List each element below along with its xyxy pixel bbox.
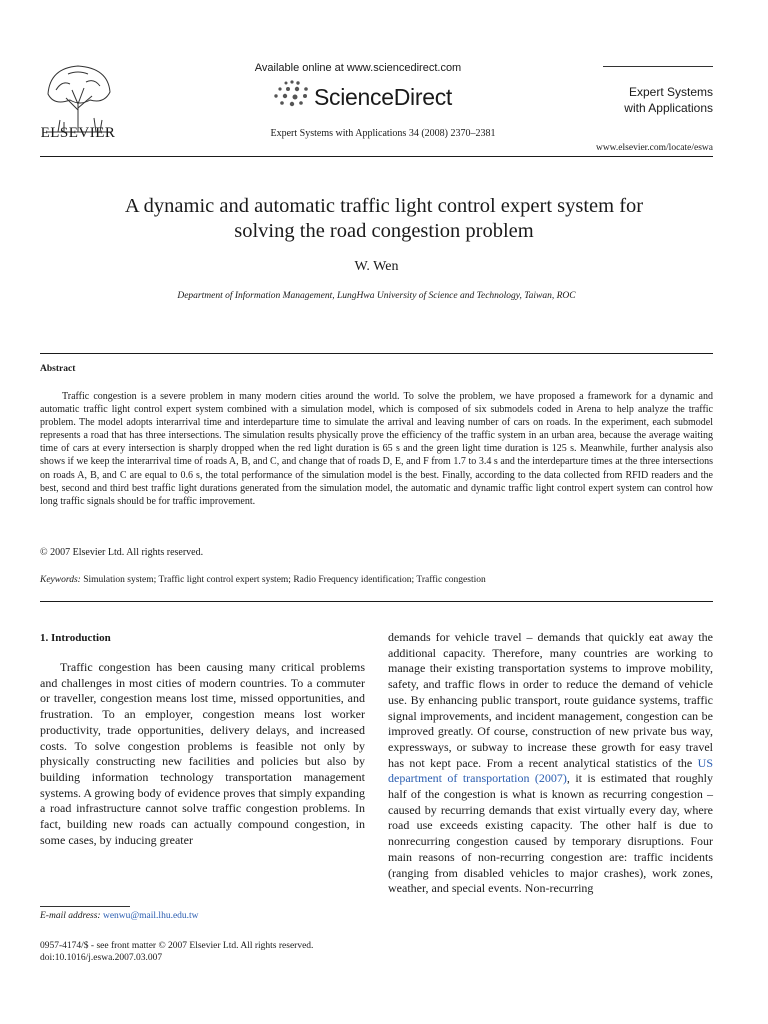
intro-right-text-before: demands for vehicle travel – demands that quickly eat away the additional capacity. Therefore, many countries are working to manage their existing transportation systems to improve mobility, safety, and traffic flows in order to reduce the demand of vehicle use. By enhancing public transport, route guidance systems, traffic signal improvements, and incident management, congestion can be improved greatly. Of course, construction of new private bus way, expressways, or subway to increase these growth for easy travel has not kept pace. From a recent analytical statistics of the — [388, 630, 713, 770]
intro-right-column — [388, 630, 713, 897]
email-label: E-mail address: — [40, 911, 101, 921]
keywords-label: Keywords: — [40, 575, 81, 585]
abstract-bottom-rule — [40, 601, 713, 602]
citation-link[interactable]: US department of transportation (2007) — [388, 755, 713, 786]
intro-left-column: Traffic congestion has been causing many critical problems and challenges in most cities of modern countries. To a commuter or traveller, congestion means lost time, missed opportunities, and frustration. To an employer, congestion means lost worker productivity, trade opportunities, delivery delays, and increased costs. To solve congestion problems is feasible not only by physically constructing new facilities and policies but also by building information technology transportation management systems. A growing body of evidence proves that simply expanding a road infrastructure cannot solve traffic congestion problems. In fact, building new roads can actually compound congestion, in some cases, by inducing greater — [40, 660, 365, 847]
keywords — [40, 575, 486, 585]
journal-name-line2: with Applications — [624, 101, 713, 115]
intro-right-text-after: , it is estimated that roughly half of the congestion is what is known as recurring congestion – caused by recurring demands that exist virtually every day, where road use exceeds existing capacity. The other half is due to nonrecurring congestion caused by temporary disruptions. Four main reasons of non-recurring congestion are: traffic incidents (ranging from disabled vehicles to major crashes), work zones, weather, and special events. Non-recurring — [388, 771, 713, 896]
title-line1: A dynamic and automatic traffic light control expert system for — [124, 195, 644, 217]
article-title — [60, 194, 708, 244]
header-rule — [40, 156, 713, 157]
journal-name-line1: Expert Systems — [628, 85, 713, 99]
journal-url-link[interactable]: www.elsevier.com/locate/eswa — [595, 143, 713, 153]
abstract-top-rule — [40, 353, 713, 354]
author-name: W. Wen — [354, 259, 399, 274]
email-link[interactable]: wenwu@mail.lhu.edu.tw — [102, 911, 199, 921]
author-affiliation: Department of Information Management, LungHwa University of Science and Technology, Taiwan, ROC — [177, 291, 576, 301]
abstract-text: Traffic congestion is a severe problem in many modern cities around the world. To solve the problem, we have proposed a framework for a dynamic and automatic traffic light control expert system combined with a simulation model, which is composed of six submodels coded in Arena to help analyze the traffic problem. The model adopts interarrival time and interdeparture time to simulate the arrival and leaving number of cars on roads. In the experiment, each submodel represents a road that has three intersections. The simulation results physically prove the efficiency of the traffic system in an urban area, because the average waiting time of cars at every intersection is sharply dropped when the red light duration is 65 s and the green light time duration is 125 s. Meanwhile, further analysis also shows if we keep the interarrival time of roads A, B, and C, and change that of roads D, E, and F from 1.7 to 3.4 s and the interdeparture times at the three intersections on roads A, B, and C are equal to 0.6 s, the total performance of the simulation model is the best. Finally, according to the data collected from RFID readers and the best, second and third best traffic light durations generated from the simulation model, the automatic and dynamic traffic light control expert system can control how long traffic signals should be for traffic improvement. — [40, 391, 713, 507]
sciencedirect-dots-icon — [270, 80, 312, 108]
footnote-rule — [40, 906, 130, 907]
front-matter-text: 0957-4174/$ - see front matter © 2007 Elsevier Ltd. All rights reserved. — [40, 941, 314, 951]
journal-name — [603, 84, 713, 116]
section-heading-introduction: 1. Introduction — [40, 632, 111, 644]
publisher-wordmark: ELSEVIER — [40, 125, 116, 141]
front-matter — [40, 940, 313, 964]
sciencedirect-logo-text: ScienceDirect — [314, 84, 452, 110]
journal-box-rule — [603, 66, 713, 67]
journal-citation: Expert Systems with Applications 34 (2008) 2370–2381 — [270, 128, 496, 139]
abstract-heading: Abstract — [40, 364, 76, 374]
keywords-text: Simulation system; Traffic light control expert system; Radio Frequency identification; Traffic congestion — [83, 575, 486, 585]
doi-text: doi:10.1016/j.eswa.2007.03.007 — [40, 953, 163, 963]
title-line2: solving the road congestion problem — [234, 220, 534, 242]
available-online-text: Available online at www.sciencedirect.com — [254, 62, 462, 74]
footnote-email — [40, 911, 199, 921]
abstract-copyright: © 2007 Elsevier Ltd. All rights reserved. — [40, 547, 204, 558]
